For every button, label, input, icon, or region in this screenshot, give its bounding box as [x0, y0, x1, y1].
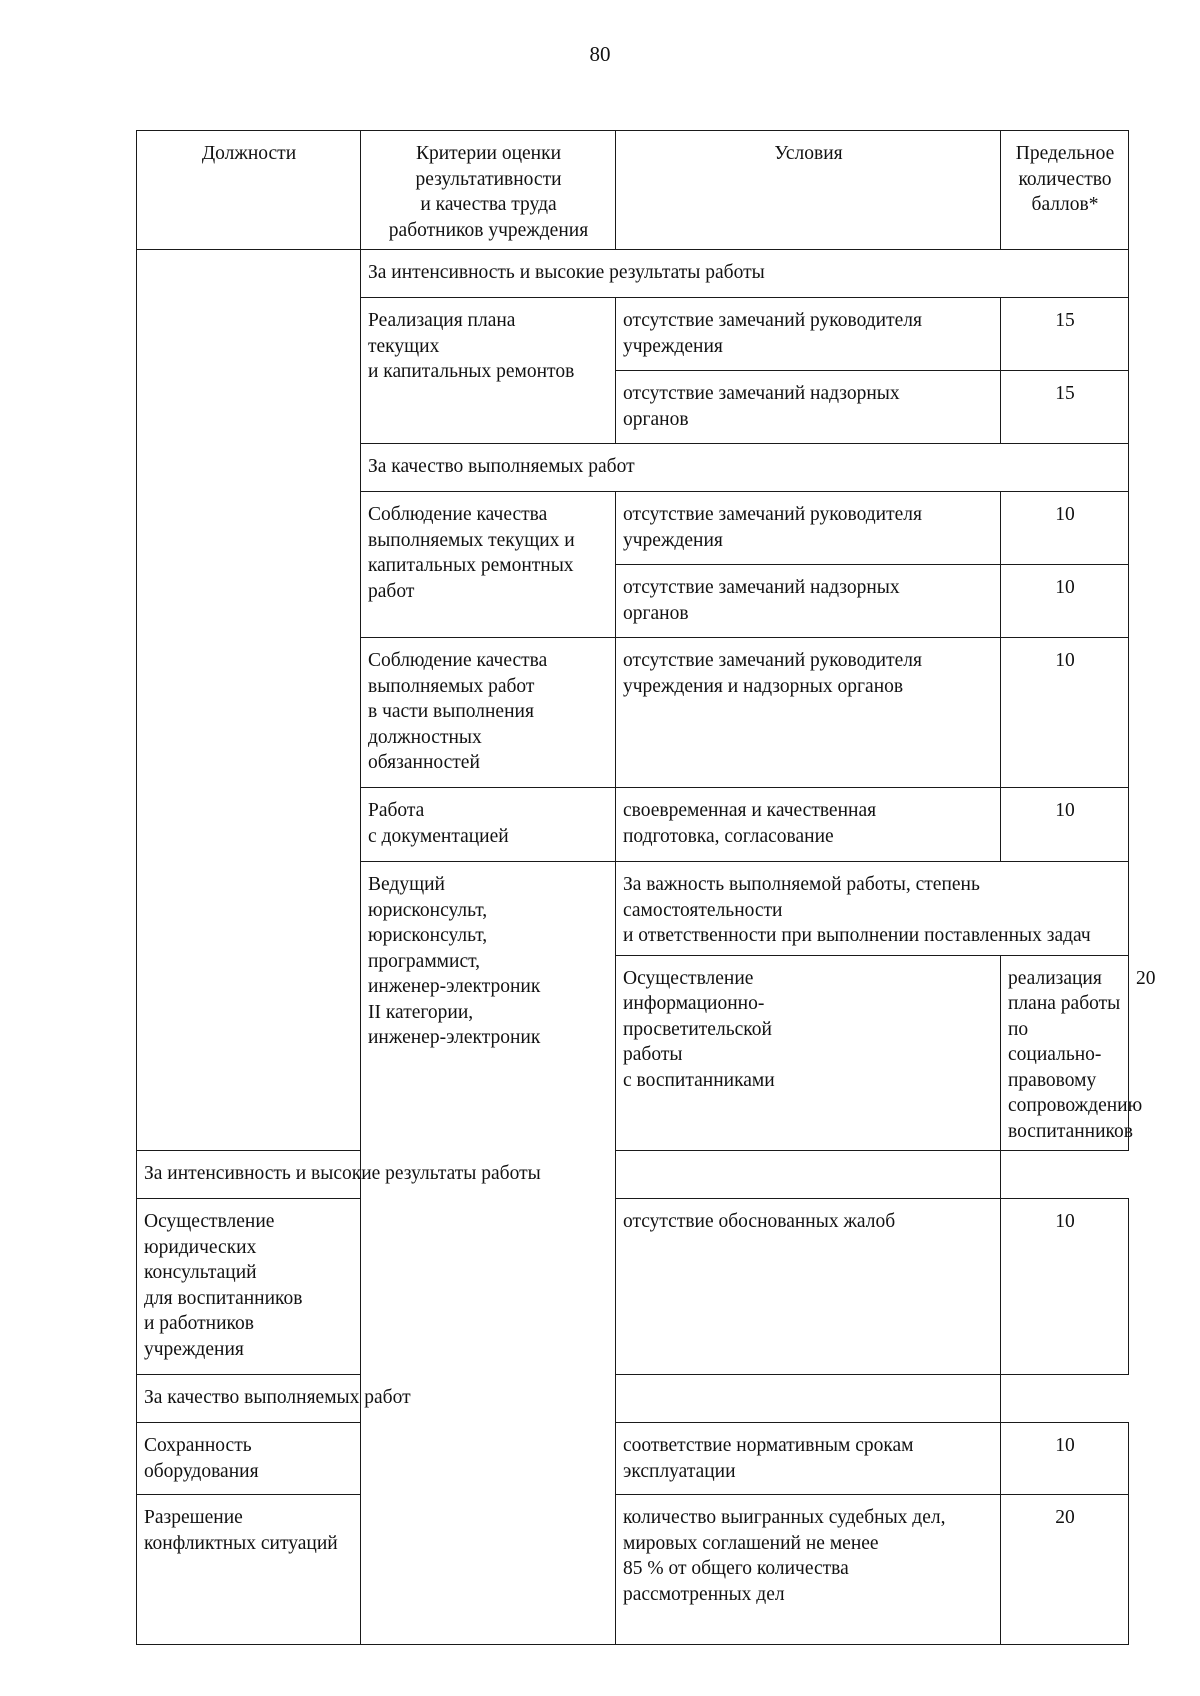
points-value: 10 [1001, 788, 1129, 862]
section-title: За важность выполняемой работы, степень самостоятельности и ответственности при выполнении поставленных задач [616, 862, 1129, 956]
criterion-name: Осуществление информационно- просветительской работы с воспитанниками [616, 955, 1001, 1151]
header-position: Должности [137, 131, 361, 250]
condition-text: отсутствие замечаний руководителя учреждения [616, 298, 1001, 371]
section-title: За качество выполняемых работ [361, 444, 1129, 492]
header-points: Предельное количество баллов* [1001, 131, 1129, 250]
criterion-name: Осуществление юридических консультаций для воспитанников и работников учреждения [137, 1199, 361, 1375]
criterion-name: Сохранность оборудования [137, 1423, 361, 1495]
table-row [137, 1375, 1129, 1423]
position-cell [137, 250, 361, 1151]
criteria-table [136, 130, 1156, 1645]
condition-text: своевременная и качественная подготовка, согласование [616, 788, 1001, 862]
table-row [137, 1199, 1129, 1375]
condition-text: отсутствие замечаний руководителя учреждения и надзорных органов [616, 638, 1001, 788]
condition-text: количество выигранных судебных дел, мировых соглашений не менее 85 % от общего количества рассмотренных дел [616, 1495, 1001, 1645]
header-conditions: Условия [616, 131, 1001, 250]
condition-text: отсутствие обоснованных жалоб [616, 1199, 1001, 1375]
condition-text: реализация плана работы по социально-правовому сопровождению воспитанников [1001, 955, 1129, 1151]
table-row: Осуществление информационно- просветительской работы с воспитанниками реализация плана работы по социально-правовому сопровождению воспитанников 20 [137, 955, 1129, 1151]
page-number: 80 [589, 42, 611, 66]
criterion-name: Реализация плана текущих и капитальных ремонтов [361, 298, 616, 444]
table-row [137, 1423, 1129, 1495]
points-value: 15 [1001, 371, 1129, 444]
points-value: 10 [1001, 638, 1129, 788]
table-row [137, 1151, 1129, 1199]
condition-text: отсутствие замечаний надзорных органов [616, 565, 1001, 638]
condition-text: соответствие нормативным срокам эксплуатации [616, 1423, 1001, 1495]
section-title: За интенсивность и высокие результаты работы [361, 250, 1129, 298]
table-row [137, 250, 1129, 298]
section-title: За интенсивность и высокие результаты работы [137, 1151, 1001, 1199]
condition-text: отсутствие замечаний руководителя учреждения [616, 492, 1001, 565]
points-value: 10 [1001, 1423, 1129, 1495]
table-row [137, 1495, 1129, 1645]
criterion-name: Соблюдение качества выполняемых текущих и капитальных ремонтных работ [361, 492, 616, 638]
points-value: 20 [1001, 1495, 1129, 1645]
points-value: 10 [1001, 565, 1129, 638]
criterion-name: Работа с документацией [361, 788, 616, 862]
criterion-name: Соблюдение качества выполняемых работ в части выполнения должностных обязанностей [361, 638, 616, 788]
section-title: За качество выполняемых работ [137, 1375, 1001, 1423]
points-value: 15 [1001, 298, 1129, 371]
condition-text: отсутствие замечаний надзорных органов [616, 371, 1001, 444]
table-header-row [137, 131, 1129, 250]
header-criteria: Критерии оценки результативности и качества труда работников учреждения [361, 131, 616, 250]
position-cell: Ведущий юрисконсульт, юрисконсульт, программист, инженер-электроник II категории, инженер-электроник [361, 862, 616, 1645]
criterion-name: Разрешение конфликтных ситуаций [137, 1495, 361, 1645]
points-value: 10 [1001, 492, 1129, 565]
points-value: 10 [1001, 1199, 1129, 1375]
